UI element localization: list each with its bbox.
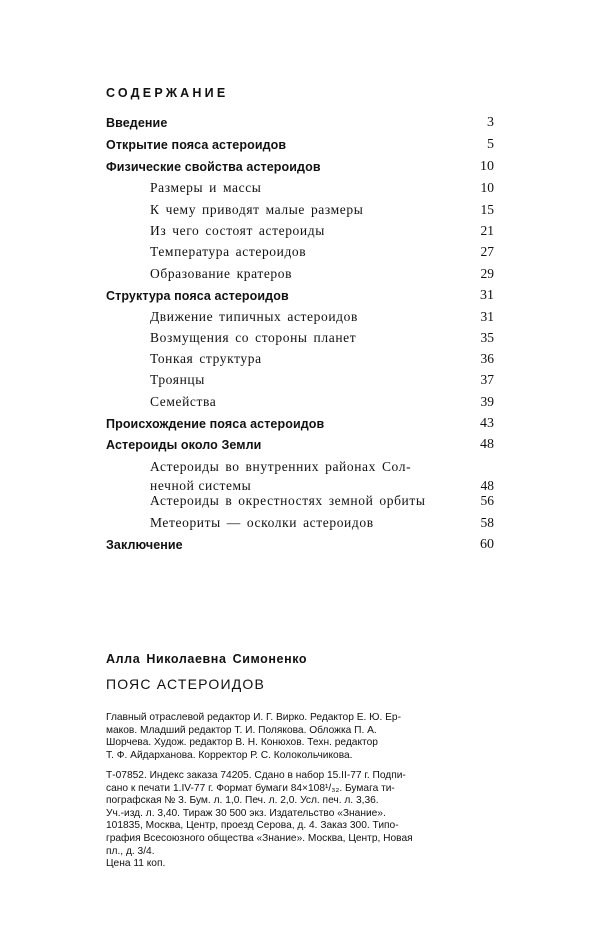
toc-subentry	[106, 514, 494, 534]
toc-entry-title: Движение типичных астероидов	[150, 309, 358, 324]
toc-entry	[106, 114, 494, 134]
toc-entry-page: 39	[480, 394, 494, 409]
toc-entry-page: 37	[480, 372, 494, 387]
toc-entry-title: Температура астероидов	[150, 244, 307, 259]
toc-entry-title: Возмущения со стороны планет	[150, 330, 357, 345]
toc-entry-page: 10	[480, 180, 494, 195]
toc-entry-page: 29	[480, 266, 494, 281]
toc-subentry	[106, 350, 494, 370]
toc-entry-page: 36	[480, 351, 494, 366]
toc-entry-title: Открытие пояса астероидов	[106, 138, 287, 152]
toc-entry-title: Происхождение пояса астероидов	[106, 417, 325, 431]
toc-entry-page: 3	[487, 115, 494, 130]
toc-entry-page: 5	[487, 137, 494, 152]
toc-entry-title-line2: нечной системы	[150, 478, 252, 493]
toc-entry-title: Введение	[106, 116, 168, 130]
toc-entry-title: Метеориты — осколки астероидов	[150, 515, 374, 530]
toc-entry-page: 21	[480, 223, 494, 238]
toc-entry-title: Физические свойства астероидов	[106, 160, 321, 174]
toc-entry-page: 35	[480, 330, 494, 345]
toc-entry	[106, 136, 494, 156]
toc-entry-page: 56	[480, 493, 494, 508]
toc-subentry	[106, 222, 494, 242]
toc-entry-title: Образование кратеров	[150, 266, 293, 281]
toc-subentry	[106, 492, 494, 512]
toc-entry-page: 27	[480, 244, 494, 259]
toc-entry	[106, 415, 494, 435]
toc-entry	[106, 436, 494, 456]
toc-entry-title: Астероиды около Земли	[106, 438, 262, 452]
toc-entry-page: 43	[480, 416, 494, 431]
toc-entry-title: Структура пояса астероидов	[106, 289, 289, 303]
toc-entry-title: Заключение	[106, 538, 183, 552]
toc-entry-page: 58	[480, 515, 494, 530]
toc-entry-title: К чему приводят малые размеры	[150, 202, 364, 217]
toc-entry-page: 48	[480, 478, 494, 493]
toc-subentry	[106, 265, 494, 285]
book-title: ПОЯС АСТЕРОИДОВ	[106, 676, 266, 692]
imprint-price: Цена 11 коп.	[106, 858, 166, 870]
toc-subentry	[106, 243, 494, 263]
toc-entry-title-line1: Астероиды во внутренних районах Сол-	[150, 459, 412, 474]
toc-subentry	[106, 329, 494, 349]
credits-line: маков. Младший редактор Т. И. Полякова. Обложка П. А.	[106, 724, 377, 736]
imprint-line: сано к печати 1.IV-77 г. Формат бумаги 84×108¹/₃₂. Бумага ти-	[106, 782, 395, 794]
toc-entry-page: 31	[480, 288, 494, 303]
imprint-line: пографская № 3. Бум. л. 1,0. Печ. л. 2,0. Усл. печ. л. 3,36.	[106, 795, 379, 807]
imprint-line: Т-07852. Индекс заказа 74205. Сдано в набор 15.II-77 г. Подпи-	[106, 770, 406, 781]
toc-subentry	[106, 371, 494, 391]
credits-line: Шорчева. Худож. редактор В. Н. Конюхов. Техн. редактор	[106, 737, 378, 749]
toc-heading: СОДЕРЖАНИЕ	[106, 86, 229, 100]
publication-imprint	[106, 770, 498, 871]
toc-entry	[106, 287, 494, 307]
toc-entry-page: 10	[480, 159, 494, 174]
toc-entry-page: 31	[480, 309, 494, 324]
toc-subentry	[106, 201, 494, 221]
toc-entry	[106, 536, 494, 556]
toc-entry-title: Размеры и массы	[150, 180, 262, 195]
imprint-line: Уч.-изд. л. 3,40. Тираж 30 500 экз. Издательство «Знание».	[106, 807, 386, 819]
toc-subentry	[106, 179, 494, 199]
imprint-line: 101835, Москва, Центр, проезд Серова, д. 4. Заказ 300. Типо-	[106, 820, 399, 832]
toc-entry-title: Астероиды в окрестностях земной орбиты	[150, 493, 426, 508]
editorial-credits	[106, 712, 496, 762]
imprint-line: графия Всесоюзного общества «Знание». Москва, Центр, Новая	[106, 832, 413, 844]
toc-entry-page: 48	[480, 437, 494, 452]
toc-entry-title: Из чего состоят астероиды	[150, 223, 325, 238]
credits-line: Главный отраслевой редактор И. Г. Вирко. Редактор Е. Ю. Ер-	[106, 712, 401, 723]
credits-line: Т. Ф. Айдарханова. Корректор Р. С. Колокольчикова.	[106, 749, 353, 761]
toc-subentry	[106, 308, 494, 328]
author-name: Алла Николаевна Симоненко	[106, 652, 308, 666]
toc-entry	[106, 158, 494, 178]
toc-entry-title: Троянцы	[150, 372, 205, 387]
toc-subentry	[106, 393, 494, 413]
toc-entry-page: 15	[480, 202, 494, 217]
toc-entry-page: 60	[480, 537, 494, 552]
toc-entry-title: Тонкая структура	[150, 351, 262, 366]
toc-entry-title: Семейства	[150, 394, 217, 409]
imprint-line: пл., д. 3/4.	[106, 845, 155, 857]
